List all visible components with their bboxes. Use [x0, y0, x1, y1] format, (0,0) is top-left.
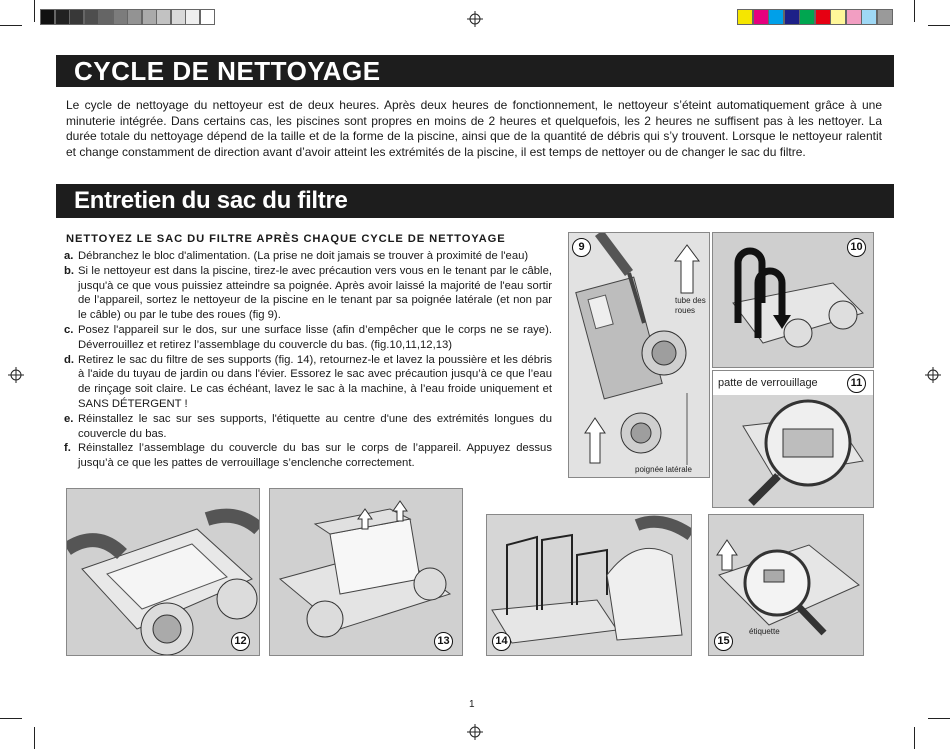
instruction-step [64, 323, 552, 353]
crop-mark [0, 25, 22, 26]
crop-mark [0, 718, 22, 719]
figure-number-badge: 15 [714, 632, 733, 651]
figure-14 [486, 514, 692, 656]
wheel-tube-caption: tube des roues [675, 296, 706, 315]
gray-swatch [40, 9, 55, 25]
step-text: Réinstallez l’assemblage du couvercle du bas sur le corps de l’appareil. Appuyez dessus jusqu’à ce que les pattes de verrouillage s’enclenche correctement. [78, 442, 552, 470]
label-magnifier-illustration [709, 515, 863, 655]
gray-swatch [84, 9, 99, 25]
section-header-bar [56, 184, 894, 218]
figure-10 [712, 232, 874, 368]
cleaning-cycle-paragraph: Le cycle de nettoyage du nettoyeur est de deux heures. Après deux heures de fonctionnement, le nettoyeur s’éteint automatiquement grâce à une minuterie intégrée. Dans certains cas, les piscines sont propres en moins de 2 heures et quelquefois, les 2 heures ne suffisent pas à les nettoyer. La durée totale du nettoyage dépend de la taille et de la forme de la piscine, ainsi que de la quantité de débris qui s’y trouvent. Lorsque le nettoyeur ralentit et change constamment de direction avant d’avoir atteint les extrémités de la piscine, il est temps de nettoyer ou de changer le sac du filtre. [66, 98, 882, 159]
instructions-subheading: NETTOYEZ LE SAC DU FILTRE APRÈS CHAQUE CYCLE DE NETTOYAGE [66, 233, 506, 245]
registration-mark-icon [467, 11, 483, 27]
lid-removal-illustration [67, 489, 259, 655]
label-caption: étiquette [749, 627, 780, 636]
instruction-steps-list [64, 249, 552, 471]
gray-swatch [98, 9, 113, 25]
step-text: Retirez le sac du filtre de ses supports (fig. 14), retournez-le et lavez la poussière et les débris à l'aide du tuyau de jardin ou dans l'évier. Essorez le sac avec précaution jusqu’à ce que l’eau de rinçage soit claire. Le cas échéant, lavez le sac à la machine, à l’eau froide uniquement et SANS DÉTERGENT ! [78, 353, 552, 410]
figure-15 [708, 514, 864, 656]
section-title-cleaning-cycle: CYCLE DE NETTOYAGE [74, 56, 381, 86]
step-label: b. [64, 264, 75, 277]
figure-11 [712, 370, 874, 508]
color-swatch [784, 9, 800, 25]
gray-swatch [200, 9, 215, 25]
step-label: f. [64, 442, 71, 455]
step-text: Si le nettoyeur est dans la piscine, tirez-le avec précaution vers vous en le tenant par le câble, jusqu'à ce que vous puissiez atteindre sa poignée. Après avoir laissé la majorité de l'eau sortir de l’appareil, sortez le nettoyeur de la piscine en le tenant par sa poignée latérale (et non par le câble) ou par le tube des roues (fig 9). [78, 264, 552, 322]
gray-swatch [55, 9, 70, 25]
color-swatch [768, 9, 784, 25]
step-text: Débranchez le bloc d'alimentation. (La prise ne doit jamais se trouver à proximité de l'eau) [78, 250, 529, 262]
gray-swatch [171, 9, 186, 25]
page-number: 1 [469, 699, 475, 710]
figure-number-badge: 11 [847, 374, 866, 393]
instruction-step [64, 264, 552, 323]
gray-swatch [142, 9, 157, 25]
crop-mark [914, 0, 915, 22]
step-label: a. [64, 250, 74, 262]
figure-number-badge: 13 [434, 632, 453, 651]
instruction-step [64, 412, 552, 442]
color-swatch [753, 9, 769, 25]
instruction-step [64, 353, 552, 412]
color-swatch [737, 9, 753, 25]
step-label: e. [64, 412, 74, 425]
crop-mark [34, 727, 35, 749]
color-swatch [830, 9, 846, 25]
step-text: Réinstallez le sac sur ses supports, l'étiquette au centre d'une des extrémités longues du couvercle du bas. [78, 412, 552, 440]
cleaner-lifted-illustration [569, 233, 709, 477]
crop-mark [914, 727, 915, 749]
figure-12 [66, 488, 260, 656]
step-text: Posez l'appareil sur le dos, sur une surface lisse (afin d’empêcher que le corps ne se raye). Déverrouillez et retirez l’assemblage du couvercle du bas. (fig.10,11,12,13) [78, 323, 552, 351]
gray-swatch [69, 9, 84, 25]
step-label: d. [64, 353, 75, 366]
step-label: c. [64, 323, 74, 336]
gray-swatch [127, 9, 142, 25]
crop-mark [928, 25, 950, 26]
crop-mark [928, 718, 950, 719]
gray-swatch [156, 9, 171, 25]
crop-mark [34, 0, 35, 22]
gray-swatch [185, 9, 200, 25]
figure-number-badge: 10 [847, 238, 866, 257]
registration-mark-icon [925, 367, 941, 383]
locking-tab-magnifier-illustration [713, 371, 873, 507]
color-swatch [815, 9, 831, 25]
instruction-step [64, 249, 552, 264]
color-swatch [861, 9, 877, 25]
figure-number-badge: 12 [231, 632, 250, 651]
locking-tab-caption: patte de verrouillage [718, 377, 818, 389]
figure-number-badge: 14 [492, 632, 511, 651]
color-swatch [877, 9, 893, 25]
figure-9 [568, 232, 710, 478]
color-swatch [846, 9, 862, 25]
side-handle-caption: poignée latérale [635, 465, 692, 474]
color-swatch [799, 9, 815, 25]
instruction-step [64, 441, 552, 471]
lid-lifted-illustration [270, 489, 462, 655]
filter-bag-removal-illustration [487, 515, 691, 655]
registration-mark-icon [8, 367, 24, 383]
figure-13 [269, 488, 463, 656]
figure-number-badge: 9 [572, 238, 591, 257]
gray-swatch [113, 9, 128, 25]
section-header-bar [56, 55, 894, 87]
section-title-filter-bag: Entretien du sac du filtre [74, 187, 348, 214]
registration-mark-icon [467, 724, 483, 740]
